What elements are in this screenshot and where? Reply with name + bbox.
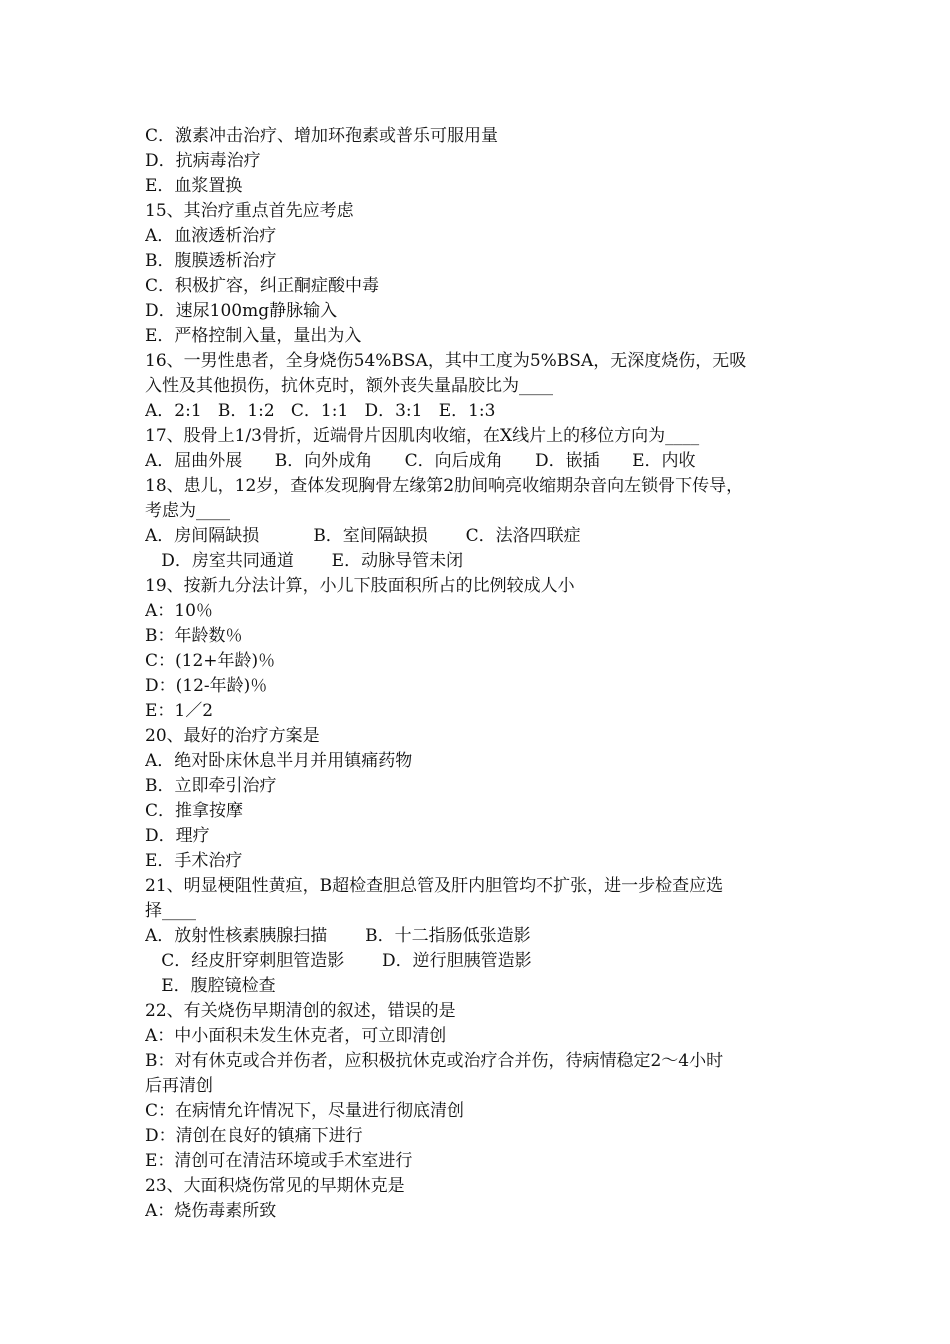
option-line: B：年龄数％ — [145, 626, 243, 646]
option-line: D．房室共同通道 E．动脉导管未闭 — [145, 551, 464, 571]
option-line: A．房间隔缺损 B．室间隔缺损 C．法洛四联症 — [145, 526, 581, 546]
question-line: 21、明显梗阻性黄疸，B超检查胆总管及肝内胆管均不扩张，进一步检查应选 — [145, 876, 724, 896]
option-line: D．抗病毒治疗 — [145, 151, 261, 171]
option-line: C：在病情允许情况下，尽量进行彻底清创 — [145, 1101, 465, 1121]
option-line: A．放射性核素胰腺扫描 B．十二指肠低张造影 — [145, 926, 531, 946]
option-line: C．激素冲击治疗、增加环孢素或普乐可服用量 — [145, 126, 499, 146]
option-line: A．屈曲外展 B．向外成角 C．向后成角 D．嵌插 E．内收 — [145, 451, 696, 471]
option-line-continued: 后再清创 — [145, 1076, 213, 1096]
option-line: E：清创可在清洁环境或手术室进行 — [145, 1151, 413, 1171]
option-line: C：(12+年龄)％ — [145, 651, 276, 671]
question-line: 16、一男性患者，全身烧伤54%BSA，其中工度为5%BSA，无深度烧伤，无吸 — [145, 351, 747, 371]
option-line: A．2:1 B．1:2 C．1:1 D．3:1 E．1:3 — [145, 401, 496, 421]
question-line: 20、最好的治疗方案是 — [145, 726, 320, 746]
option-line: E．严格控制入量，量出为入 — [145, 326, 362, 346]
question-line: 22、有关烧伤早期清创的叙述，错误的是 — [145, 1001, 456, 1021]
option-line: A．绝对卧床休息半月并用镇痛药物 — [145, 751, 413, 771]
option-line: D．速尿100mg静脉输入 — [145, 301, 338, 321]
option-line: B：对有休克或合并伤者，应积极抗休克或治疗合并伤，待病情稳定2～4小时 — [145, 1051, 724, 1071]
option-line: E：1／2 — [145, 701, 214, 721]
option-line: B．立即牵引治疗 — [145, 776, 277, 796]
option-line: C．经皮肝穿刺胆管造影 D．逆行胆胰管造影 — [145, 951, 532, 971]
question-line: 18、患儿，12岁，查体发现胸骨左缘第2肋间响亮收缩期杂音向左锁骨下传导， — [145, 476, 744, 496]
option-line: C．积极扩容，纠正酮症酸中毒 — [145, 276, 380, 296]
option-line: D：(12-年龄)％ — [145, 676, 268, 696]
question-line-continued: 考虑为____ — [145, 501, 230, 521]
question-line: 23、大面积烧伤常见的早期休克是 — [145, 1176, 405, 1196]
option-line: A：烧伤毒素所致 — [145, 1201, 277, 1221]
option-line: A．血液透析治疗 — [145, 226, 277, 246]
option-line: E．手术治疗 — [145, 851, 243, 871]
option-line: C．推拿按摩 — [145, 801, 244, 821]
option-line: A：10％ — [145, 601, 213, 621]
option-line: B．腹膜透析治疗 — [145, 251, 277, 271]
question-line: 15、其治疗重点首先应考虑 — [145, 201, 354, 221]
option-line: E．血浆置换 — [145, 176, 243, 196]
option-line: D：清创在良好的镇痛下进行 — [145, 1126, 363, 1146]
question-line-continued: 入性及其他损伤，抗休克时，额外丧失量晶胶比为____ — [145, 376, 553, 396]
option-line: E．腹腔镜检查 — [145, 976, 276, 996]
option-line: D．理疗 — [145, 826, 210, 846]
document-body — [145, 124, 815, 1224]
question-line: 19、按新九分法计算，小儿下肢面积所占的比例较成人小 — [145, 576, 575, 596]
question-line-continued: 择____ — [145, 901, 196, 921]
question-line: 17、股骨上1/3骨折，近端骨片因肌肉收缩，在X线片上的移位方向为____ — [145, 426, 700, 446]
option-line: A：中小面积未发生休克者，可立即清创 — [145, 1026, 447, 1046]
